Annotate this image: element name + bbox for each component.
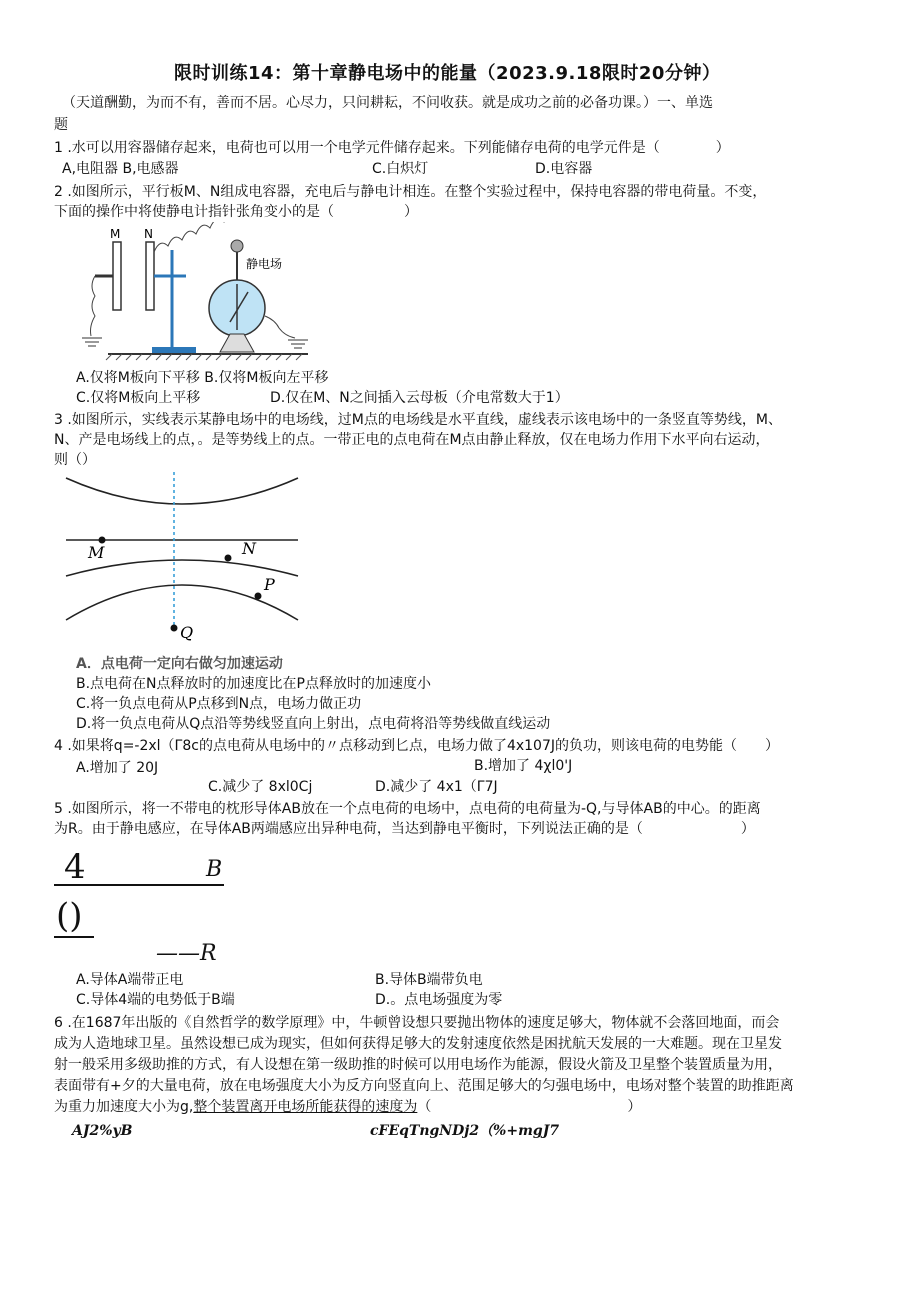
q2-option-ab[interactable]: A.仅将M板向下平移 B.仅将M板向左平移: [76, 370, 329, 386]
fig-label-r: ——R: [156, 941, 217, 966]
conductor-axis-line: [54, 884, 224, 886]
q5-option-d[interactable]: D.。点电场强度为零: [375, 992, 503, 1008]
ground-wire-left: [91, 276, 96, 336]
q6-line-1: 6 .在1687年出版的《自然哲学的数学原理》中，牛顿曾设想只要抛出物体的速度足够大，物体就不会落回地面，而会: [54, 1015, 780, 1031]
q4-option-b[interactable]: B.增加了 4χl0'J: [474, 758, 573, 774]
motto-line-1: （天道酬勤，为而不有，善而不居。心尽力，只问耕耘，不问收获。就是成功之前的必备功课。）一、单选: [62, 95, 713, 111]
q6-line-5: [54, 1097, 641, 1117]
q3-stem-2: N、产是电场线上的点，。是等势线上的点。一带正电的点电荷在M点由静止释放，仅在电场力作用下水平向右运动，: [54, 432, 770, 448]
label-m: M: [88, 543, 105, 562]
point-n: [225, 555, 232, 562]
q3-stem-3: 则（）: [54, 452, 96, 468]
q5-stem-1: 5 .如图所示，将一不带电的枕形导体AB放在一个点电荷的电场中，点电荷的电荷量为-Q,与导体AB的中心。的距离: [54, 801, 761, 817]
q6-line-5c: （ ）: [417, 1099, 642, 1115]
charge-line: [54, 936, 94, 938]
field-line-top: [66, 478, 298, 504]
q6-line-4: 表面带有+夕的大量电荷，放在电场强度大小为反方向竖直向上、范围足够大的匀强电场中，电场对整个装置的助推距离: [54, 1078, 794, 1094]
q6-line-5b: 整个装置离开电场所能获得的速度为: [193, 1099, 418, 1115]
ground-wire-right: [265, 316, 295, 338]
electroscope-knob: [231, 240, 243, 252]
page-title: 限时训练14：第十章静电场中的能量（2023.9.18限时20分钟）: [174, 63, 721, 84]
q1-option-ab[interactable]: A,电阻器 B,电感器: [62, 161, 179, 177]
q5-option-a[interactable]: A.导体A端带正电: [76, 972, 184, 988]
q6-line-2: 成为人造地球卫星。虽然设想已成为现实，但如何获得足够大的发射速度依然是困扰航天发展的一大难题。现在卫星发: [54, 1036, 782, 1052]
point-p: [255, 593, 262, 600]
fig-paren: (): [56, 896, 83, 936]
q1-option-c[interactable]: C.白炽灯: [372, 161, 429, 177]
stand-base: [152, 347, 196, 353]
point-q: [171, 625, 178, 632]
q4-option-c[interactable]: C.减少了 8xl0Cj: [208, 779, 313, 795]
q4-stem: 4 .如果将q=-2xl（Γ8c的点电荷从电场中的〃点移动到匕点，电场力做了4x107J的负功，则该电荷的电势能（ ）: [54, 738, 780, 754]
motto-line-2: 题: [54, 117, 68, 133]
plate-m: [113, 242, 121, 310]
field-line-lower: [66, 560, 298, 576]
fig-label-4: 4: [64, 847, 86, 887]
q1-stem: 1 .水可以用容器储存起来，电荷也可以用一个电学元件储存起来。下列能储存电荷的电学元件是（ ）: [54, 140, 730, 156]
label-p: P: [264, 575, 275, 594]
fig-label-b: B: [206, 857, 223, 882]
q1-option-d[interactable]: D.电容器: [535, 161, 593, 177]
q3-field-lines-figure: [62, 470, 302, 648]
electroscope-stand: [220, 334, 254, 352]
q6-line-5a: 为重力加速度大小为g,: [54, 1099, 194, 1115]
q3-option-c[interactable]: C.将一负点电荷从P点移到N点，电场力做正功: [76, 696, 362, 712]
q2-stem-2: 下面的操作中将使静电计指针张角变小的是（ ）: [54, 204, 418, 220]
q5-option-c[interactable]: C.导体4端的电势低于B端: [76, 992, 235, 1008]
q3-stem-1: 3 .如图所示，实线表示某静电场中的电场线，过M点的电场线是水平直线，虚线表示该电场中的一条竖直等势线，M、: [54, 412, 782, 428]
label-m: M: [110, 227, 121, 241]
q6-option-a[interactable]: AJ2%yB: [72, 1123, 133, 1139]
q2-capacitor-figure: [60, 222, 320, 362]
q6-line-3: 射一般采用多级助推的方式，有人设想在第一级助推的时候可以用电场作为能源，假设火箭及卫星整个装置质量为用，: [54, 1057, 782, 1073]
label-electroscope: 静电场: [246, 257, 283, 271]
q3-option-d[interactable]: D.将一负点电荷从Q点沿等势线竖直向上射出，点电荷将沿等势线做直线运动: [76, 716, 551, 732]
q5-option-b[interactable]: B.导体B端带负电: [375, 972, 483, 988]
label-n: N: [242, 539, 256, 558]
label-n: N: [144, 227, 153, 241]
q3-option-b[interactable]: B.点电荷在N点释放时的加速度比在P点释放时的加速度小: [76, 676, 431, 692]
q4-option-d[interactable]: D.减少了 4x1（Γ7J: [375, 779, 498, 795]
q2-stem-1: 2 .如图所示，平行板M、N组成电容器，充电后与静电计相连。在整个实验过程中，保持电容器的带电荷量。不变，: [54, 184, 767, 200]
q2-option-c[interactable]: C.仅将M板向上平移: [76, 390, 201, 406]
plate-n: [146, 242, 154, 310]
q2-option-d[interactable]: D.仅在M、N之间插入云母板（介电常数大于1）: [270, 390, 569, 406]
q6-option-c[interactable]: cFEqTngNDj2（%+mgJ7: [370, 1123, 560, 1139]
q3-option-a[interactable]: A．点电荷一定向右做匀加速运动: [76, 656, 283, 672]
q4-option-a[interactable]: A.增加了 20J: [76, 760, 159, 776]
q5-stem-2: 为R。由于静电感应，在导体AB两端感应出异种电荷，当达到静电平衡时，下列说法正确的是（ ）: [54, 821, 755, 837]
label-q: Q: [180, 623, 194, 642]
